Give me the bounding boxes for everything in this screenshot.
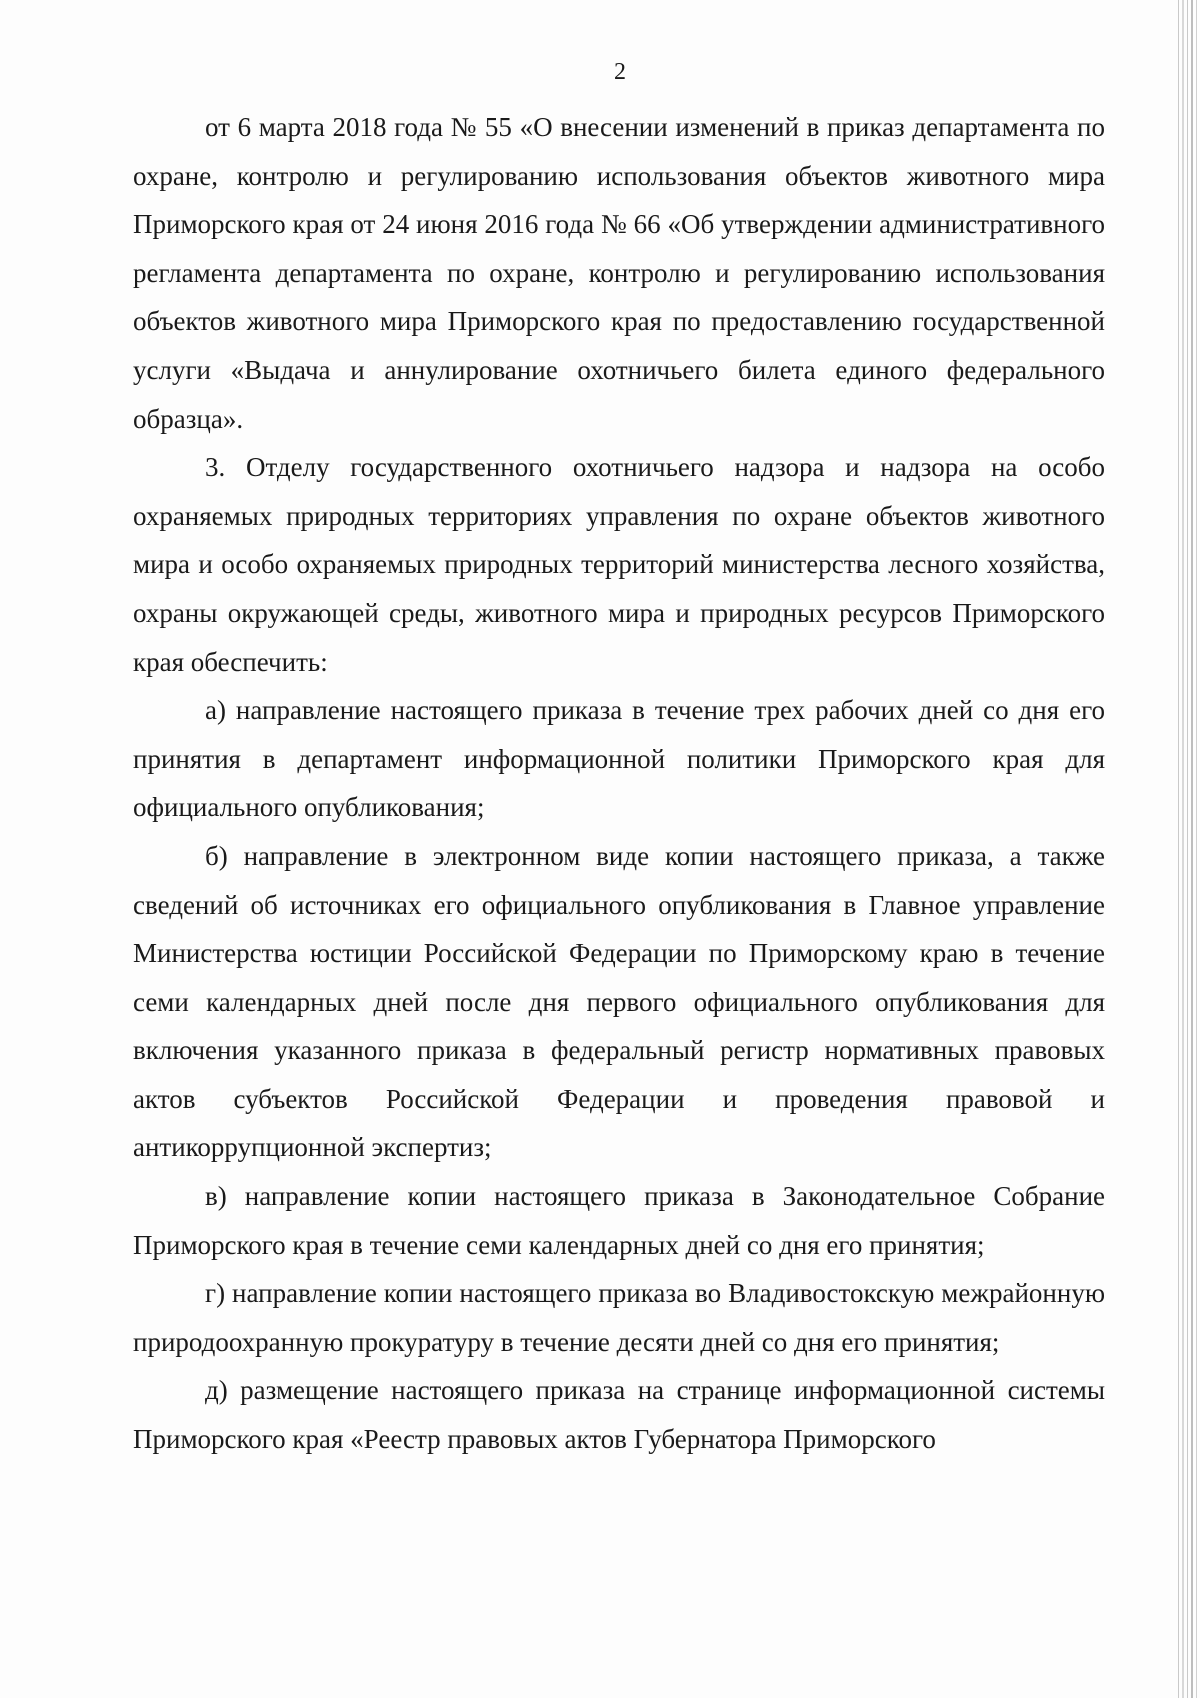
scan-edge-line [1191, 0, 1193, 1698]
document-body [133, 103, 1105, 1464]
scan-edge-line [1196, 0, 1197, 1698]
paragraph-subitem-a: а) направление настоящего приказа в течение трех рабочих дней со дня его принятия в департамент информационной политики Приморского края для официального опубликования; [133, 695, 1105, 823]
scan-edge-lines [1172, 0, 1200, 1698]
paragraph-subitem-g: г) направление копии настоящего приказа во Владивостокскую межрайонную природоохранную прокуратуру в течение десяти дней со дня его принятия; [133, 1278, 1105, 1357]
paragraph-order-reference: от 6 марта 2018 года № 55 «О внесении изменений в приказ департамента по охране, контролю и регулированию использования объектов животного мира Приморского края от 24 июня 2016 года № 66 «Об утверждении административного регламента департамента по охране, контролю и регулированию использования объектов животного мира Приморского края по предоставлению государственной услуги «Выдача и аннулирование охотничьего билета единого федерального образца». [133, 112, 1105, 434]
paragraph-subitem-v: в) направление копии настоящего приказа в Законодательное Собрание Приморского края в течение семи календарных дней со дня его принятия; [133, 1181, 1105, 1260]
scan-edge-line [1182, 0, 1184, 1698]
paragraph-subitem-b: б) направление в электронном виде копии настоящего приказа, а также сведений об источниках его официального опубликования в Главное управление Министерства юстиции Российской Федерации по Приморскому краю в течение семи календарных дней после дня первого официального опубликования для включения указанного приказа в федеральный регистр нормативных правовых актов субъектов Российской Федерации и проведения правовой и антикоррупционной экспертиз; [133, 840, 1105, 1163]
paragraph-subitem-d: д) размещение настоящего приказа на странице информационной системы Приморского края «Реестр правовых актов Губернатора Приморского [133, 1375, 1105, 1455]
page-number: 2 [614, 59, 626, 85]
scan-edge-line [1178, 0, 1179, 1698]
scan-edge-line [1187, 0, 1188, 1698]
paragraph-item-3: 3. Отделу государственного охотничьего надзора и надзора на особо охраняемых природных территориях управления по охране объектов животного мира и особо охраняемых природных территорий министерства лесного хозяйства, охраны окружающей среды, животного мира и природных ресурсов Приморского края обеспечить: [133, 452, 1105, 677]
